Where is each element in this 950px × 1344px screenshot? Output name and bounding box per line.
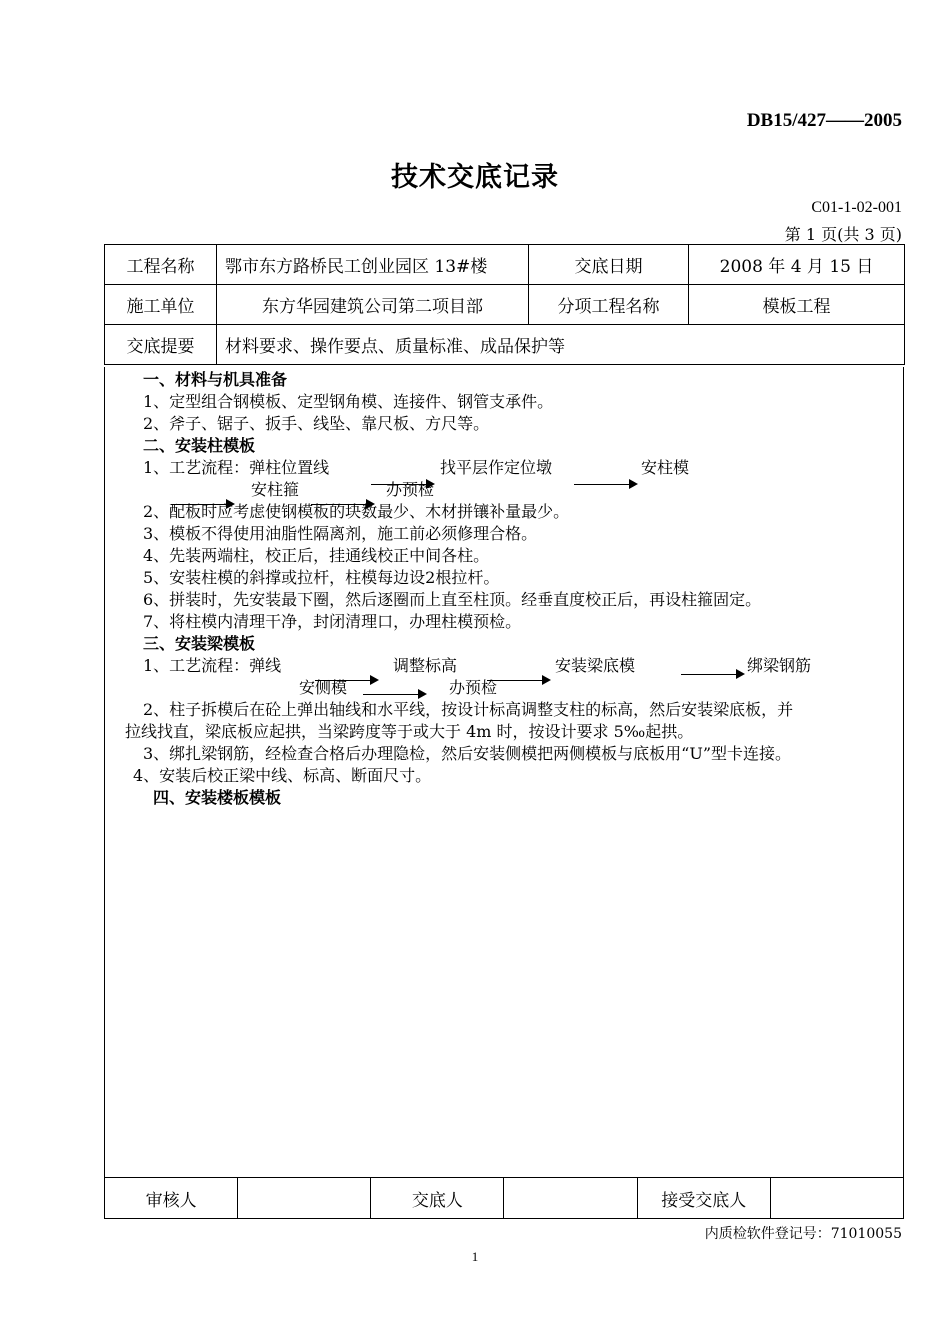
flow-arrow (363, 694, 425, 695)
section-2-title: 二、安装柱模板 (143, 436, 256, 455)
date-value: 2008 年 4 月 15 日 (689, 245, 905, 285)
section-2-line-5: 5、安装柱模的斜撑或拉杆，柱模每边设2根拉杆。 (143, 568, 500, 587)
section-2-line-2: 2、配板时应考虑使钢模板的块数最少、木材拼镶补量最少。 (143, 502, 570, 521)
section-2-line-7: 7、将柱模内清理干净，封闭清理口，办理柱模预检。 (143, 612, 522, 631)
section-3-flow-step-5: 安侧模 (299, 678, 348, 697)
page-number: 1 (471, 1249, 479, 1264)
section-2-line-3: 3、模板不得使用油脂性隔离剂，施工前必须修理合格。 (143, 524, 538, 543)
receiver-field[interactable] (770, 1178, 903, 1219)
section-2-flow-step-3: 安柱模 (641, 458, 690, 477)
standard-number: DB15/427——2005 (746, 110, 902, 131)
sub-project-label: 分项工程名称 (529, 285, 689, 325)
discloser-field[interactable] (504, 1178, 637, 1219)
section-3-flow-step-4: 绑梁钢筋 (747, 656, 812, 675)
signature-row (105, 1178, 904, 1219)
info-row-project (105, 245, 905, 285)
date-label: 交底日期 (529, 245, 689, 285)
flow-arrow (681, 674, 743, 675)
registration-number: 内质检软件登记号：71010055 (704, 1226, 902, 1242)
info-row-summary (105, 325, 905, 365)
section-1-line-1: 1、定型组合钢模板、定型钢角模、连接件、钢管支承件。 (143, 392, 554, 411)
content-box (104, 367, 904, 1178)
summary-value: 材料要求、操作要点、质量标准、成品保护等 (217, 325, 905, 365)
section-4-title: 四、安装楼板模板 (153, 788, 282, 807)
flow-arrow (574, 484, 636, 485)
reviewer-field[interactable] (238, 1178, 371, 1219)
section-3-line-2a: 2、柱子拆模后在砼上弹出轴线和水平线，按设计标高调整支柱的标高，然后安装梁底板，并 (143, 700, 794, 719)
receiver-label: 接受交底人 (637, 1178, 770, 1219)
section-3-title: 三、安装梁模板 (143, 634, 256, 653)
section-3-flow-step-2: 调整标高 (393, 656, 458, 675)
section-3-line-2b: 拉线找直，梁底板应起拱，当梁跨度等于或大于 4m 时，按设计要求 5‰起拱。 (125, 722, 694, 741)
document-code: C01-1-02-001 (811, 199, 902, 216)
signature-table (104, 1177, 904, 1219)
section-1-title: 一、材料与机具准备 (143, 370, 288, 389)
sub-project-value: 模板工程 (689, 285, 905, 325)
info-row-contractor (105, 285, 905, 325)
contractor-label: 施工单位 (105, 285, 217, 325)
section-2-flow-step-4: 安柱箍 (251, 480, 300, 499)
document-title: 技术交底记录 (391, 162, 559, 193)
summary-label: 交底提要 (105, 325, 217, 365)
section-3-flow-prefix: 1、工艺流程：弹线 (143, 656, 282, 675)
discloser-label: 交底人 (371, 1178, 504, 1219)
section-2-flow-step-5: 办预检 (386, 480, 435, 499)
section-2-line-4: 4、先装两端柱，校正后，挂通线校正中间各柱。 (143, 546, 490, 565)
project-name-value: 鄂市东方路桥民工创业园区 13#楼 (217, 245, 529, 285)
contractor-value: 东方华园建筑公司第二项目部 (217, 285, 529, 325)
section-1-line-2: 2、斧子、锯子、扳手、线坠、靠尺板、方尺等。 (143, 414, 490, 433)
section-3-flow-step-3: 安装梁底模 (555, 656, 636, 675)
section-3-line-3: 3、绑扎梁钢筋，经检查合格后办理隐检，然后安装侧模把两侧模板与底板用“U”型卡连接。 (143, 744, 792, 763)
section-3-flow-step-6: 办预检 (449, 678, 498, 697)
section-2-line-6: 6、拼装时，先安装最下圈，然后逐圈而上直至柱顶。经垂直度校正后，再设柱箍固定。 (143, 590, 762, 609)
info-table (104, 244, 905, 365)
reviewer-label: 审核人 (105, 1178, 238, 1219)
page-info: 第 1 页(共 3 页) (784, 225, 902, 244)
project-name-label: 工程名称 (105, 245, 217, 285)
section-2-flow-step-2: 找平层作定位墩 (440, 458, 553, 477)
section-3-line-4: 4、安装后校正梁中线、标高、断面尺寸。 (133, 766, 432, 785)
section-2-flow-prefix: 1、工艺流程：弹柱位置线 (143, 458, 330, 477)
